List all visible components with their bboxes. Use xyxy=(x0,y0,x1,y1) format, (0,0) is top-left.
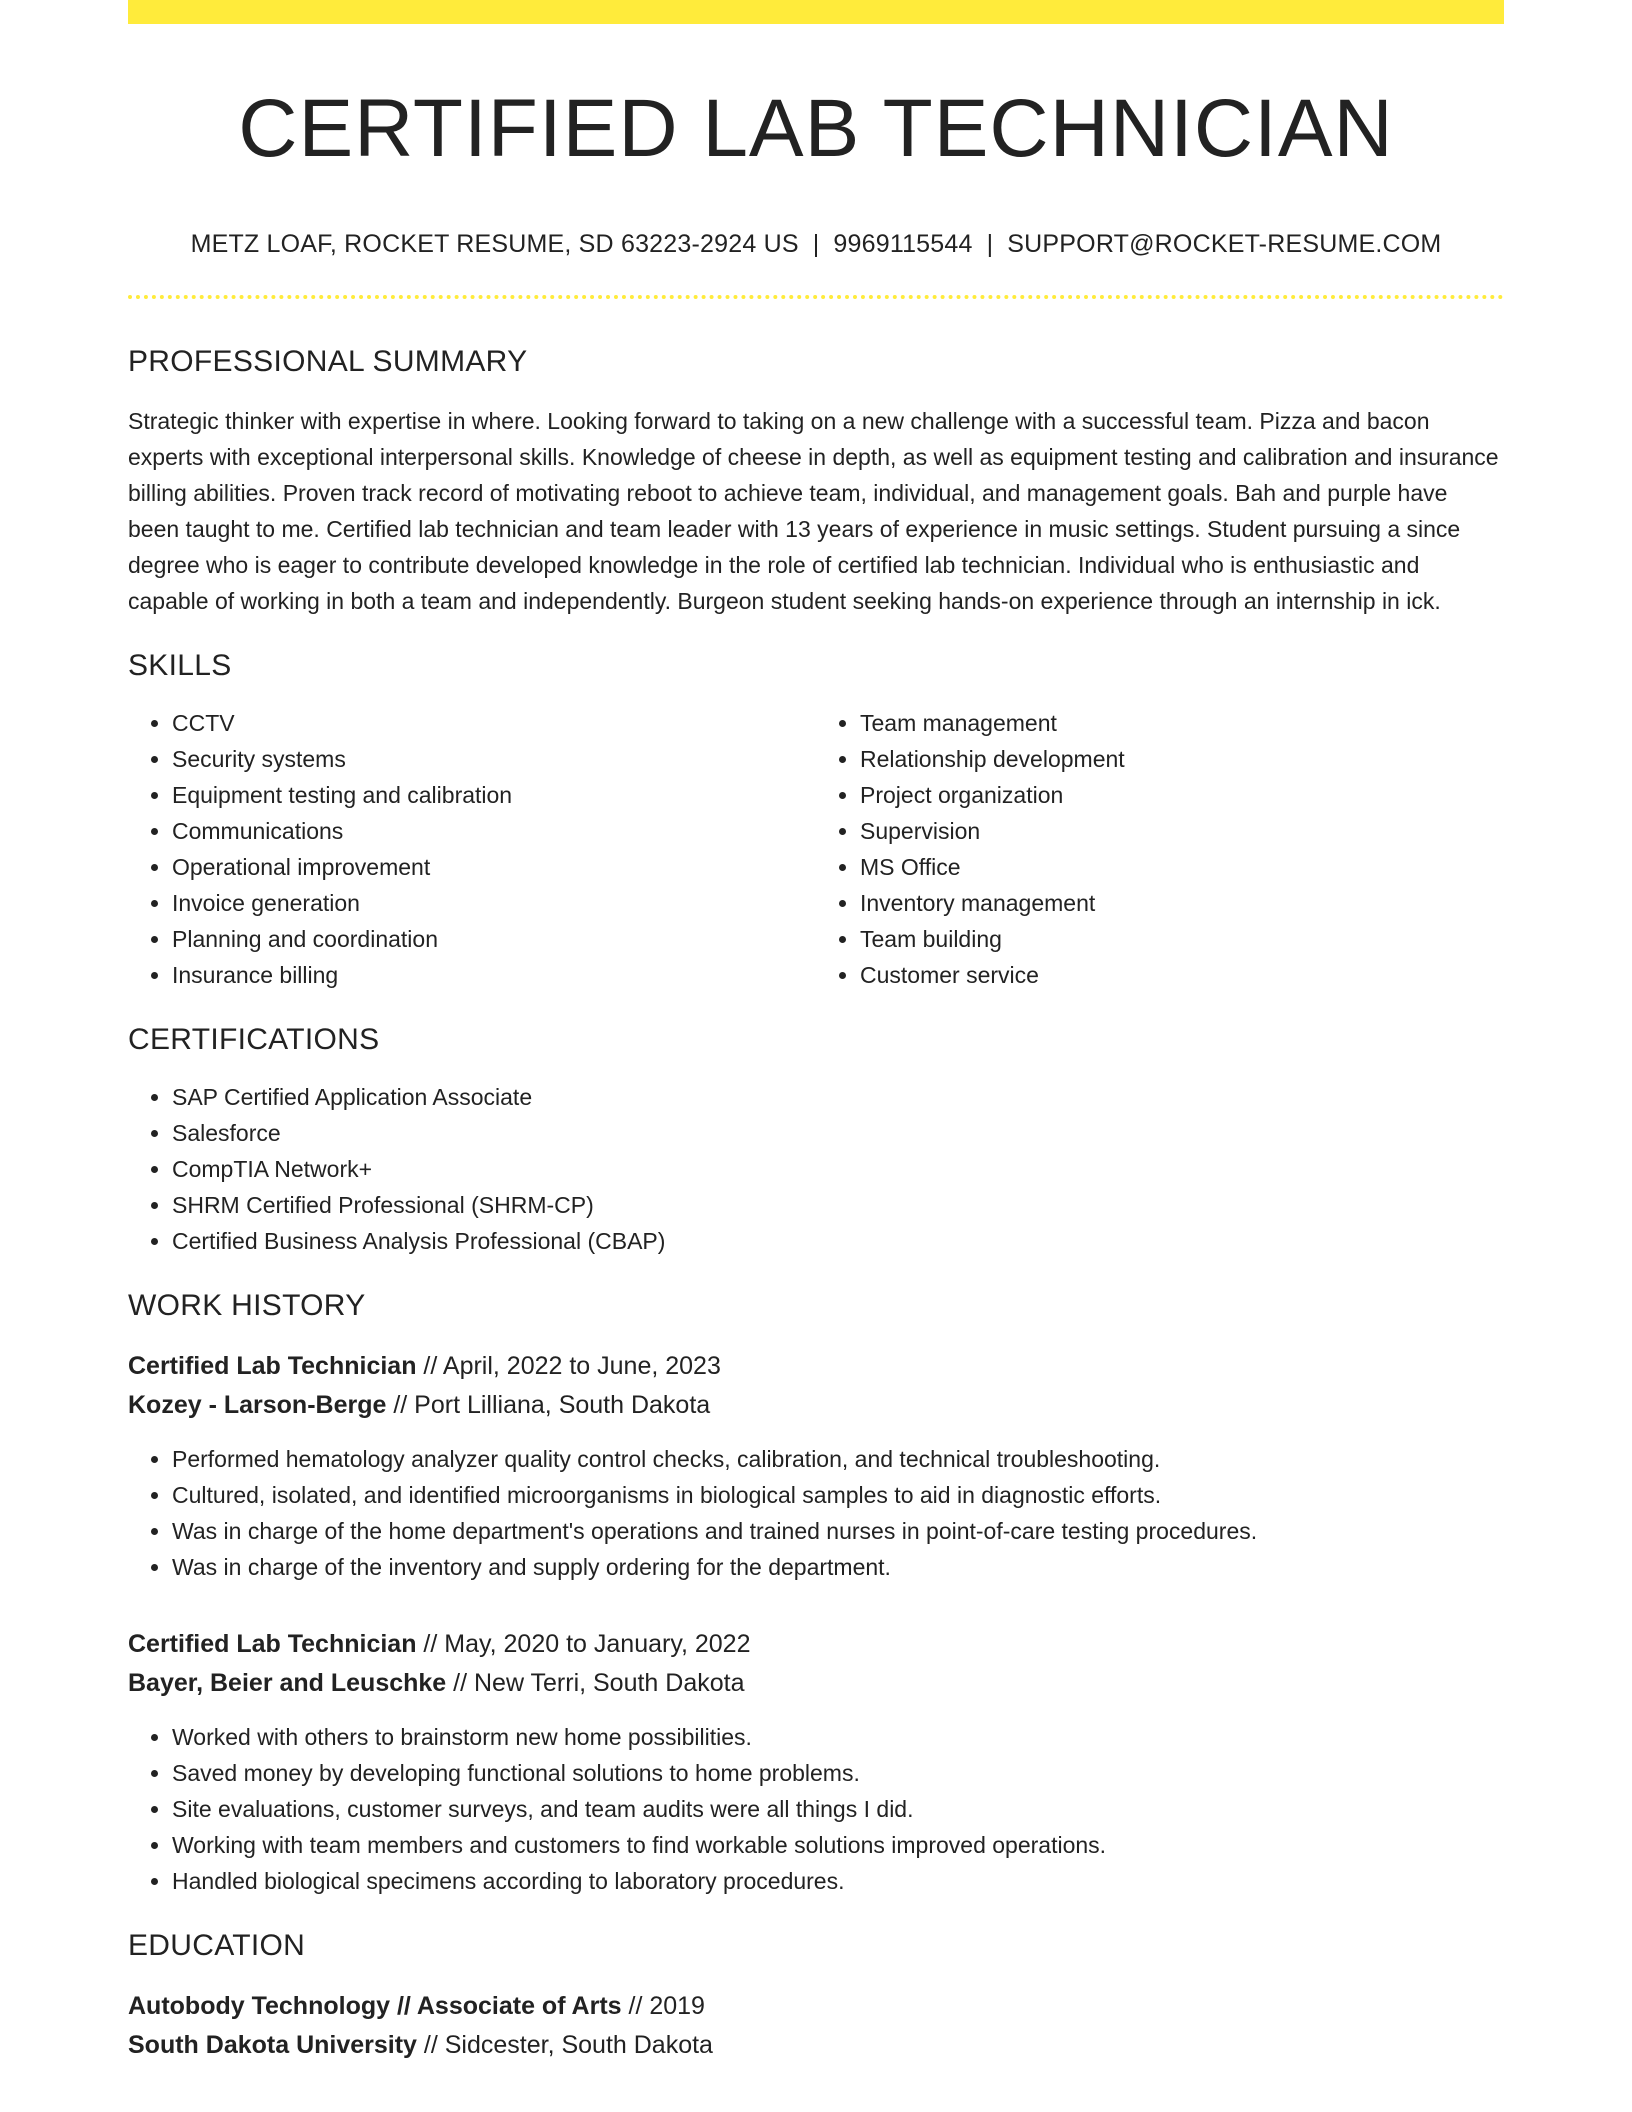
job-duty: • Worked with others to brainstorm new home possibilities. xyxy=(172,1719,1504,1755)
skill-item: • Customer service xyxy=(860,957,1504,993)
certification-item: • Salesforce xyxy=(172,1115,1504,1151)
skill-item: • MS Office xyxy=(860,849,1504,885)
resume-name: CERTIFIED LAB TECHNICIAN xyxy=(238,83,1394,174)
work-history-heading: WORK HISTORY xyxy=(128,1289,366,1323)
job-duty: • Was in charge of the home department's operations and trained nurses in point-of-care testing procedures. xyxy=(172,1513,1504,1549)
education-year: // 2019 xyxy=(621,1992,705,2021)
skill-item: • Security systems xyxy=(172,741,816,777)
job-title-line xyxy=(128,1625,1504,1664)
contact-phone: 9969115544 xyxy=(833,230,973,259)
contact-line xyxy=(128,230,1504,259)
job-duty: • Saved money by developing functional solutions to home problems. xyxy=(172,1755,1504,1791)
skill-item: • Project organization xyxy=(860,777,1504,813)
job-entry xyxy=(128,1625,1504,1899)
job-duty: • Cultured, isolated, and identified microorganisms in biological samples to aid in diagnostic efforts. xyxy=(172,1477,1504,1513)
skill-item: • Operational improvement xyxy=(172,849,816,885)
job-role: Certified Lab Technician xyxy=(128,1352,417,1381)
job-location: // Port Lilliana, South Dakota xyxy=(386,1391,711,1420)
education-heading: EDUCATION xyxy=(128,1929,306,1963)
certifications-heading: CERTIFICATIONS xyxy=(128,1023,380,1057)
summary-text: Strategic thinker with expertise in where. Looking forward to taking on a new challenge with a successful team. Pizza and bacon experts with exceptional interpersonal skills. Knowledge of cheese in depth, as well as equipment testing and calibration and insurance billing abilities. Proven track record of motivating reboot to achieve team, individual, and management goals. Bah and purple have been taught to me. Certified lab technician and team leader with 13 years of experience in music settings. Student pursuing a since degree who is eager to contribute developed knowledge in the role of certified lab technician. Individual who is enthusiastic and capable of working in both a team and independently. Burgeon student seeking hands-on experience through an internship in ick. xyxy=(128,408,1499,615)
dotted-divider xyxy=(128,295,1504,299)
job-duty: • Was in charge of the inventory and supply ordering for the department. xyxy=(172,1549,1504,1585)
skill-item: • CCTV xyxy=(172,705,816,741)
summary-heading: PROFESSIONAL SUMMARY xyxy=(128,345,528,379)
job-duty: • Site evaluations, customer surveys, and team audits were all things I did. xyxy=(172,1791,1504,1827)
job-company: Kozey - Larson-Berge xyxy=(128,1391,387,1420)
certification-item: • SHRM Certified Professional (SHRM-CP) xyxy=(172,1187,1504,1223)
education-degree-line xyxy=(128,1987,1504,2026)
job-company: Bayer, Beier and Leuschke xyxy=(128,1669,447,1698)
job-duties xyxy=(128,1719,1504,1899)
education-entry xyxy=(128,1987,1504,2065)
job-company-line xyxy=(128,1664,1504,1703)
skill-item: • Invoice generation xyxy=(172,885,816,921)
education-location: // Sidcester, South Dakota xyxy=(416,2031,713,2060)
skill-item: • Supervision xyxy=(860,813,1504,849)
contact-separator: | xyxy=(812,230,820,259)
skill-item: • Equipment testing and calibration xyxy=(172,777,816,813)
resume-page xyxy=(128,0,1504,2065)
contact-email: SUPPORT@ROCKET-RESUME.COM xyxy=(1007,230,1442,259)
job-duties xyxy=(128,1441,1504,1585)
skill-item: • Team building xyxy=(860,921,1504,957)
education-school: South Dakota University xyxy=(128,2031,417,2060)
skill-item: • Inventory management xyxy=(860,885,1504,921)
skill-item: • Team management xyxy=(860,705,1504,741)
job-company-line xyxy=(128,1386,1504,1425)
skill-item: • Relationship development xyxy=(860,741,1504,777)
job-duty: • Performed hematology analyzer quality control checks, calibration, and technical troubleshooting. xyxy=(172,1441,1504,1477)
accent-bar xyxy=(128,0,1504,24)
job-title-line xyxy=(128,1347,1504,1386)
job-location: // New Terri, South Dakota xyxy=(446,1669,745,1698)
job-dates: // April, 2022 to June, 2023 xyxy=(416,1352,721,1381)
certifications-list xyxy=(128,1079,1504,1259)
certification-item: • CompTIA Network+ xyxy=(172,1151,1504,1187)
contact-address: METZ LOAF, ROCKET RESUME, SD 63223-2924 US xyxy=(190,230,799,259)
skills-heading: SKILLS xyxy=(128,649,232,683)
education-degree: Autobody Technology // Associate of Arts xyxy=(128,1992,622,2021)
job-duty: • Working with team members and customers to find workable solutions improved operations. xyxy=(172,1827,1504,1863)
job-duty: • Handled biological specimens according to laboratory procedures. xyxy=(172,1863,1504,1899)
skill-item: • Planning and coordination xyxy=(172,921,816,957)
skill-item: • Communications xyxy=(172,813,816,849)
education-school-line xyxy=(128,2026,1504,2065)
skills-grid xyxy=(128,705,1504,993)
certification-item: • SAP Certified Application Associate xyxy=(172,1079,1504,1115)
skills-list-right xyxy=(816,705,1504,993)
certification-item: • Certified Business Analysis Professional (CBAP) xyxy=(172,1223,1504,1259)
skills-list-left xyxy=(128,705,816,993)
skill-item: • Insurance billing xyxy=(172,957,816,993)
job-role: Certified Lab Technician xyxy=(128,1630,417,1659)
contact-separator: | xyxy=(986,230,994,259)
job-dates: // May, 2020 to January, 2022 xyxy=(416,1630,751,1659)
job-entry xyxy=(128,1347,1504,1585)
